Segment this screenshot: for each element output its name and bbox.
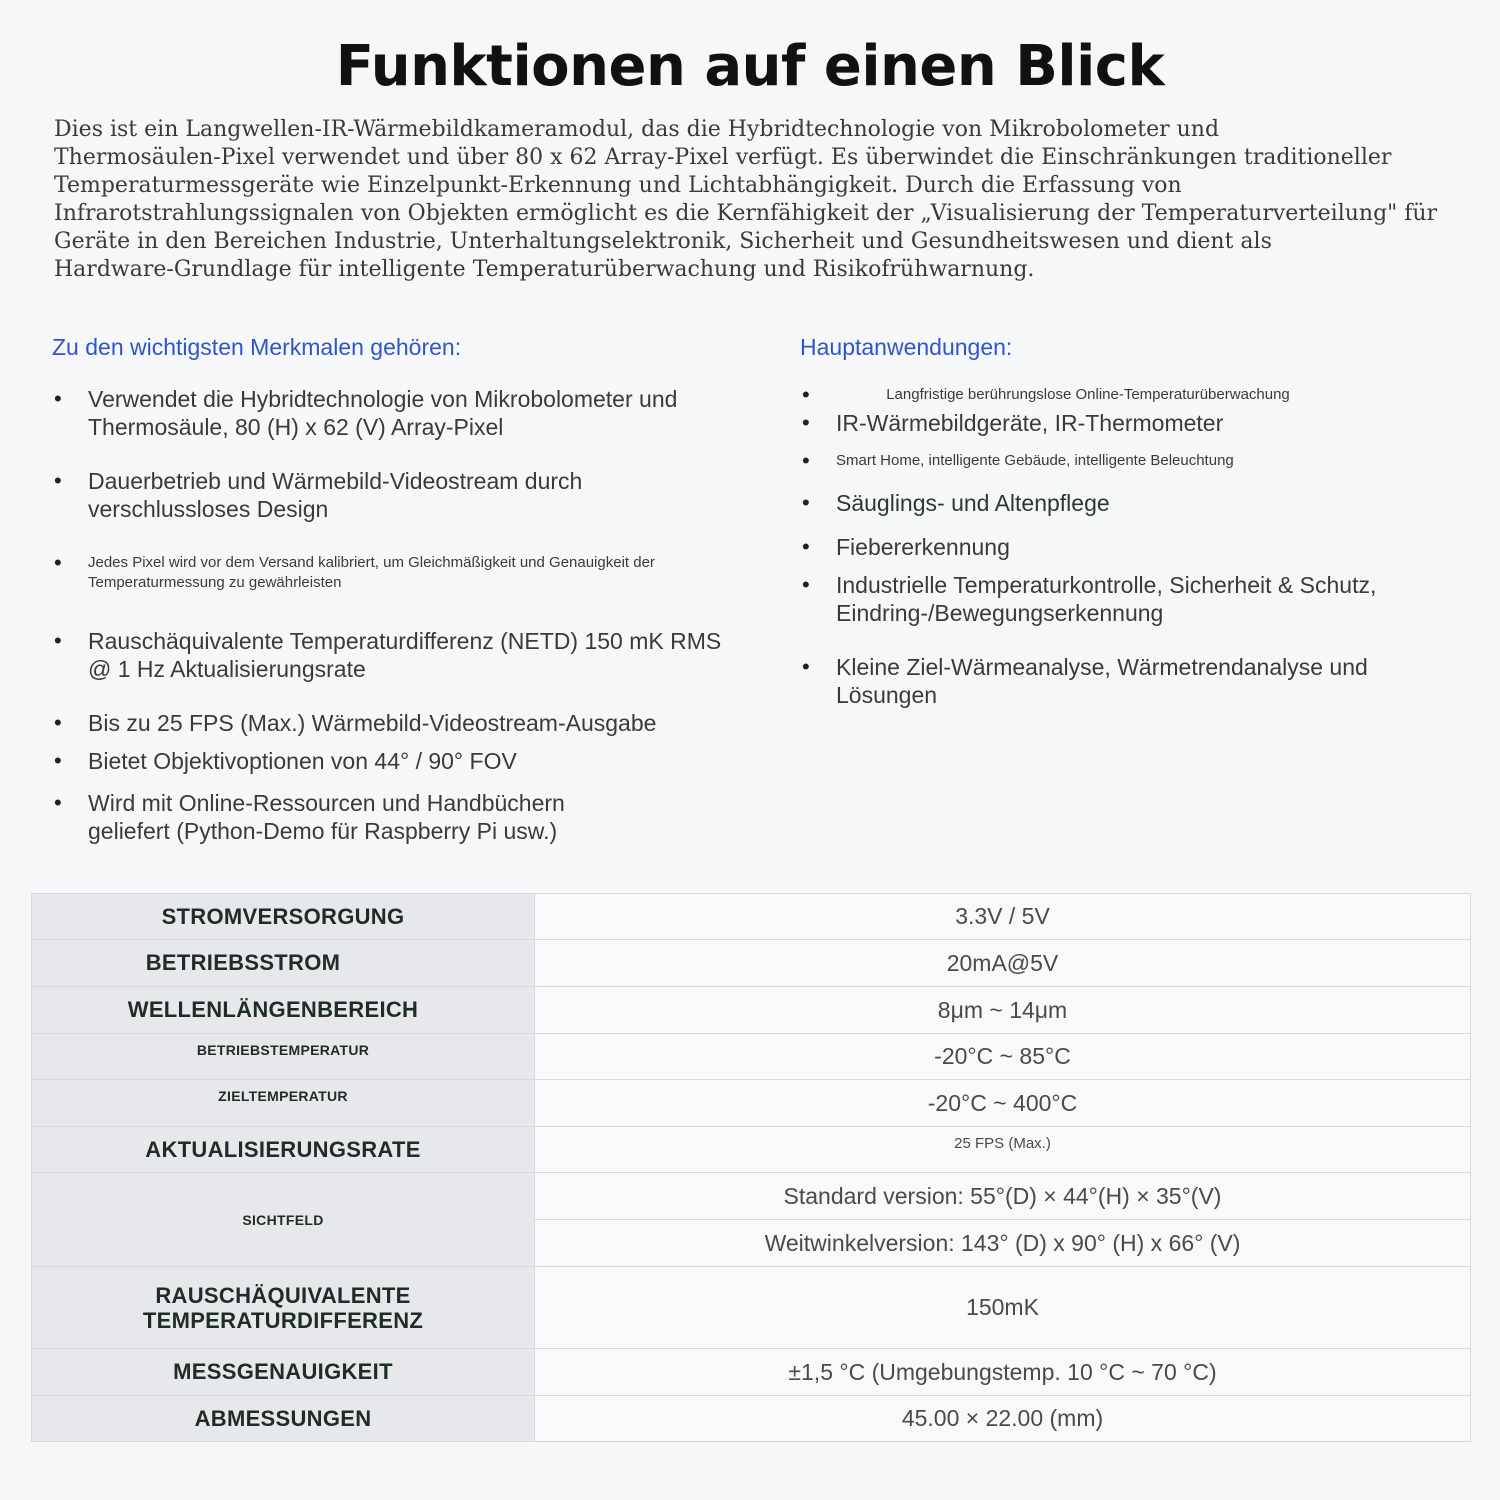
spec-key: RAUSCHÄQUIVALENTE TEMPERATURDIFFERENZ xyxy=(32,1267,535,1349)
spec-value: -20°C ~ 400°C xyxy=(535,1080,1471,1127)
list-item: • Bis zu 25 FPS (Max.) Wärmebild-Videostream-Ausgabe xyxy=(52,709,752,737)
spec-value: -20°C ~ 85°C xyxy=(535,1034,1471,1080)
applications-heading: Hauptanwendungen: xyxy=(800,334,1013,360)
spec-key: BETRIEBSSTROM xyxy=(32,940,535,987)
spec-value: 150mK xyxy=(535,1267,1471,1349)
spec-value: 45.00 × 22.00 (mm) xyxy=(535,1396,1471,1442)
list-item: • Dauerbetrieb und Wärmebild-Videostream durch verschlussloses Design xyxy=(52,467,752,523)
table-row xyxy=(32,1396,1471,1442)
spec-value: 3.3V / 5V xyxy=(535,894,1471,940)
spec-value: 25 FPS (Max.) xyxy=(535,1127,1471,1173)
table-row xyxy=(32,894,1471,940)
table-row xyxy=(32,1267,1471,1349)
table-row xyxy=(32,940,1471,987)
spec-table xyxy=(31,893,1471,1442)
list-item: • IR-Wärmebildgeräte, IR-Thermometer xyxy=(800,409,1460,437)
spec-key: MESSGENAUIGKEIT xyxy=(32,1349,535,1396)
list-item: • Jedes Pixel wird vor dem Versand kalibriert, um Gleichmäßigkeit und Genauigkeit der Temperaturmessung zu gewährleisten xyxy=(52,553,752,593)
features-list xyxy=(52,385,752,845)
list-item: • Verwendet die Hybridtechnologie von Mikrobolometer und Thermosäule, 80 (H) x 62 (V) Array-Pixel xyxy=(52,385,752,441)
spec-key: STROMVERSORGUNG xyxy=(32,894,535,940)
table-row xyxy=(32,1127,1471,1173)
list-item: • Langfristige berührungslose Online-Temperaturüberwachung xyxy=(800,385,1460,405)
applications-section xyxy=(800,334,1460,709)
table-row xyxy=(32,1034,1471,1080)
list-item: • Fiebererkennung xyxy=(800,533,1460,561)
list-item: • Kleine Ziel-Wärmeanalyse, Wärmetrendanalyse und Lösungen xyxy=(800,653,1460,709)
spec-key: AKTUALISIERUNGSRATE xyxy=(32,1127,535,1173)
spec-value: ±1,5 °C (Umgebungstemp. 10 °C ~ 70 °C) xyxy=(535,1349,1471,1396)
intro-paragraph: Dies ist ein Langwellen-IR-Wärmebildkameramodul, das die Hybridtechnologie von Mikrobolometer und Thermosäulen-Pixel verwendet und über 80 x 62 Array-Pixel verfügt. Es überwindet die Einschränkungen traditioneller Temperaturmessgeräte wie Einzelpunkt-Erkennung und Lichtabhängigkeit. Durch die Erfassung von Infrarotstrahlungssignalen von Objekten ermöglicht es die Kernfähigkeit der „Visualisierung der Temperaturverteilung" für Geräte in den Bereichen Industrie, Unterhaltungselektronik, Sicherheit und Gesundheitswesen und dient als Hardware-Grundlage für intelligente Temperaturüberwachung und Risikofrühwarnung. xyxy=(54,117,1438,282)
table-row xyxy=(32,1173,1471,1220)
features-section xyxy=(52,334,752,845)
spec-key: SICHTFELD xyxy=(32,1173,535,1267)
list-item: • Wird mit Online-Ressourcen und Handbüchern geliefert (Python-Demo für Raspberry Pi usw.) xyxy=(52,789,752,845)
spec-key: WELLENLÄNGENBEREICH xyxy=(32,987,535,1034)
list-item: • Bietet Objektivoptionen von 44° / 90° FOV xyxy=(52,747,752,775)
list-item: • Industrielle Temperaturkontrolle, Sicherheit & Schutz, Eindring-/Bewegungserkennung xyxy=(800,571,1460,627)
spec-key: BETRIEBSTEMPERATUR xyxy=(32,1034,535,1080)
page-title: Funktionen auf einen Blick xyxy=(335,34,1165,99)
table-row xyxy=(32,1349,1471,1396)
applications-list xyxy=(800,385,1460,709)
list-item: • Säuglings- und Altenpflege xyxy=(800,489,1460,517)
spec-key: ZIELTEMPERATUR xyxy=(32,1080,535,1127)
list-item: • Rauschäquivalente Temperaturdifferenz (NETD) 150 mK RMS @ 1 Hz Aktualisierungsrate xyxy=(52,627,752,683)
spec-value: Standard version: 55°(D) × 44°(H) × 35°(V) xyxy=(535,1173,1471,1220)
list-item: • Smart Home, intelligente Gebäude, intelligente Beleuchtung xyxy=(800,451,1460,471)
spec-value: Weitwinkelversion: 143° (D) x 90° (H) x 66° (V) xyxy=(535,1220,1471,1267)
spec-key: ABMESSUNGEN xyxy=(32,1396,535,1442)
spec-value: 8μm ~ 14μm xyxy=(535,987,1471,1034)
table-row xyxy=(32,987,1471,1034)
features-heading: Zu den wichtigsten Merkmalen gehören: xyxy=(52,334,462,360)
table-row xyxy=(32,1080,1471,1127)
spec-value: 20mA@5V xyxy=(535,940,1471,987)
